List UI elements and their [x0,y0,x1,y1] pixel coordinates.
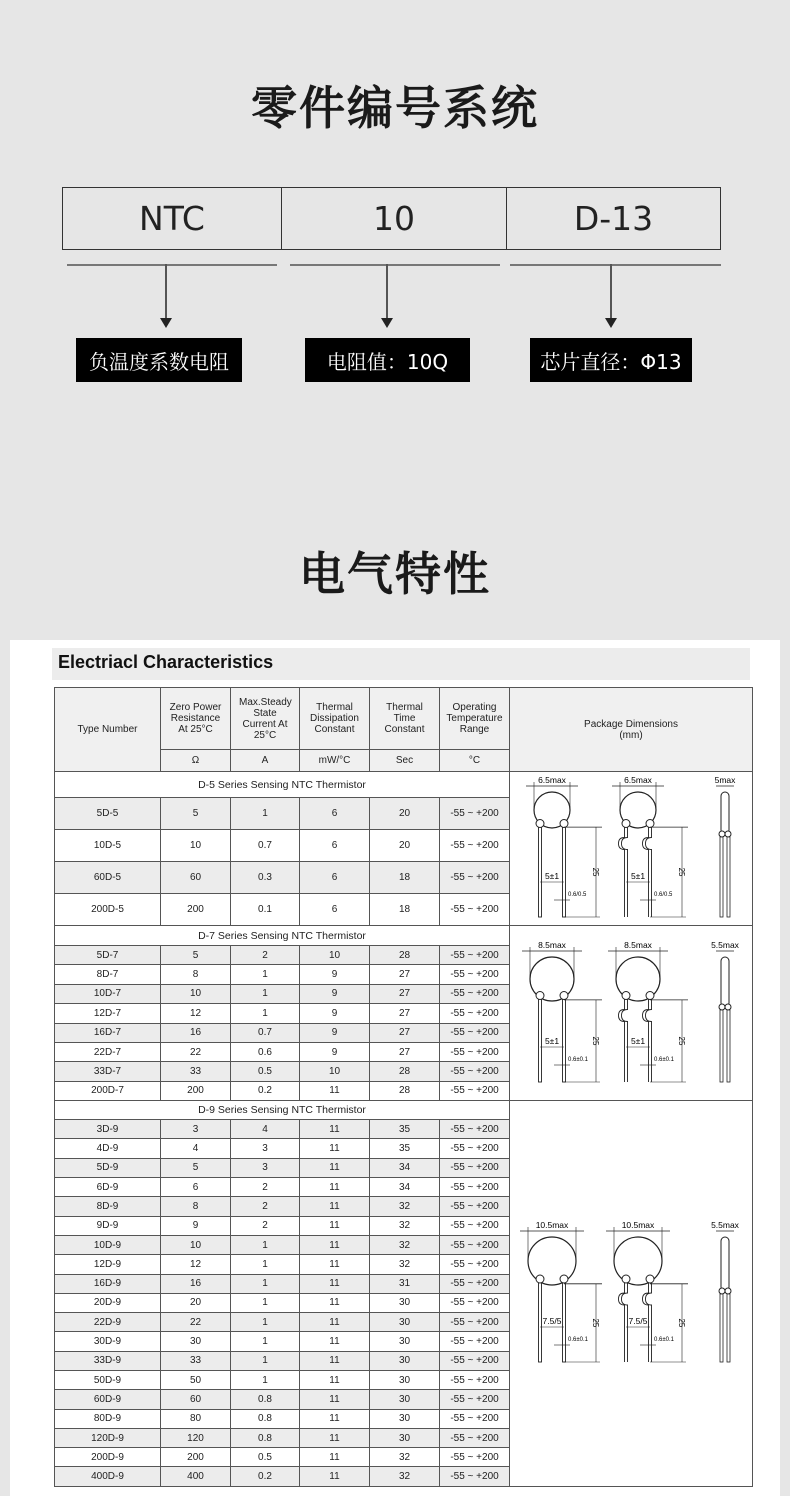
cell-dissipation: 11 [300,1178,370,1197]
cell-resistance: 200 [161,894,231,926]
thermistor-side-view [711,940,740,1082]
cell-resistance: 10 [161,830,231,862]
characteristics-table [54,687,753,1487]
package-dimension-diagram [510,772,752,922]
cell-type-number: 60D-9 [55,1390,161,1409]
cell-time-constant: 31 [370,1274,440,1293]
cell-temperature-range: -55 ~ +200 [440,798,510,830]
cell-type-number: 10D-5 [55,830,161,862]
cell-current: 3 [231,1158,300,1177]
cell-time-constant: 18 [370,862,440,894]
divider-line [290,264,500,266]
cell-type-number: 30D-9 [55,1332,161,1351]
cell-current: 1 [231,984,300,1003]
cell-resistance: 60 [161,1390,231,1409]
cell-resistance: 5 [161,1158,231,1177]
cell-dissipation: 11 [300,1139,370,1158]
lead-length-label: 25 [677,1318,686,1328]
lead-diameter-label: 0.6±0.1 [654,1336,674,1343]
pitch-label: 7.5/5 [628,1315,648,1326]
package-dimension-diagram [510,937,752,1087]
part-code-box [62,187,721,250]
lead-length-label: 25 [677,1036,686,1045]
cell-resistance: 33 [161,1062,231,1081]
cell-temperature-range: -55 ~ +200 [440,1409,510,1428]
cell-time-constant: 30 [370,1390,440,1409]
cell-current: 2 [231,946,300,965]
cell-current: 0.5 [231,1062,300,1081]
cell-resistance: 10 [161,1235,231,1254]
cell-type-number: 20D-9 [55,1293,161,1312]
cell-dissipation: 11 [300,1120,370,1139]
cell-dissipation: 11 [300,1216,370,1235]
thermistor-front-view [520,1220,602,1362]
cell-dissipation: 11 [300,1428,370,1447]
cell-current: 0.2 [231,1081,300,1100]
header-time-constant: Thermal Time Constant [370,688,440,750]
thermistor-front-view [606,1220,688,1362]
cell-resistance: 12 [161,1255,231,1274]
electrical-title: 电气特性 [299,547,491,601]
cell-dissipation: 11 [300,1351,370,1370]
meaning-resistance: 电阻值：10Q [305,338,470,382]
lead-length-label: 25 [591,867,600,877]
cell-current: 1 [231,1313,300,1332]
cell-type-number: 12D-7 [55,1004,161,1023]
cell-type-number: 10D-9 [55,1235,161,1254]
cell-time-constant: 20 [370,798,440,830]
header-temperature: Operating Temperature Range [440,688,510,750]
cell-dissipation: 6 [300,894,370,926]
cell-type-number: 5D-5 [55,798,161,830]
cell-dissipation: 9 [300,1023,370,1042]
cell-resistance: 6 [161,1178,231,1197]
cell-time-constant: 28 [370,1081,440,1100]
thermistor-front-view [608,940,688,1082]
cell-current: 2 [231,1197,300,1216]
cell-resistance: 10 [161,984,231,1003]
cell-resistance: 12 [161,1004,231,1023]
cell-time-constant: 18 [370,894,440,926]
thermistor-front-view [522,940,602,1082]
cell-temperature-range: -55 ~ +200 [440,1178,510,1197]
cell-time-constant: 32 [370,1467,440,1486]
thermistor-front-view [526,775,602,917]
cell-current: 0.7 [231,1023,300,1042]
cell-type-number: 6D-9 [55,1178,161,1197]
cell-time-constant: 30 [370,1370,440,1389]
cell-type-number: 10D-7 [55,984,161,1003]
cell-time-constant: 32 [370,1197,440,1216]
cell-temperature-range: -55 ~ +200 [440,1313,510,1332]
cell-temperature-range: -55 ~ +200 [440,1197,510,1216]
body-width-label: 8.5max [624,939,652,950]
cell-dissipation: 11 [300,1158,370,1177]
cell-current: 0.8 [231,1409,300,1428]
cell-resistance: 33 [161,1351,231,1370]
cell-temperature-range: -55 ~ +200 [440,1293,510,1312]
thermistor-front-view [612,775,688,917]
unit-ohm: Ω [161,750,231,772]
divider-line [510,264,721,266]
cell-current: 0.7 [231,830,300,862]
cell-time-constant: 34 [370,1178,440,1197]
cell-resistance: 200 [161,1081,231,1100]
cell-dissipation: 10 [300,1062,370,1081]
cell-current: 1 [231,1235,300,1254]
cell-current: 0.8 [231,1390,300,1409]
cell-type-number: 33D-7 [55,1062,161,1081]
cell-resistance: 80 [161,1409,231,1428]
cell-dissipation: 6 [300,830,370,862]
cell-current: 2 [231,1178,300,1197]
cell-resistance: 400 [161,1467,231,1486]
cell-dissipation: 6 [300,862,370,894]
cell-current: 1 [231,1351,300,1370]
cell-current: 1 [231,1370,300,1389]
cell-temperature-range: -55 ~ +200 [440,1216,510,1235]
cell-dissipation: 11 [300,1081,370,1100]
package-dimensions-cell [510,772,753,926]
cell-current: 4 [231,1120,300,1139]
cell-time-constant: 30 [370,1351,440,1370]
arrow-down-icon [165,264,167,319]
cell-current: 0.6 [231,1042,300,1061]
cell-current: 1 [231,1332,300,1351]
cell-type-number: 8D-9 [55,1197,161,1216]
cell-type-number: 80D-9 [55,1409,161,1428]
cell-dissipation: 9 [300,1004,370,1023]
body-width-label: 8.5max [538,939,566,950]
cell-temperature-range: -55 ~ +200 [440,1062,510,1081]
cell-temperature-range: -55 ~ +200 [440,1428,510,1447]
cell-type-number: 22D-7 [55,1042,161,1061]
cell-current: 1 [231,965,300,984]
cell-current: 1 [231,1255,300,1274]
cell-resistance: 8 [161,965,231,984]
cell-resistance: 16 [161,1023,231,1042]
meaning-ntc: 负温度系数电阻 [76,338,242,382]
cell-temperature-range: -55 ~ +200 [440,1081,510,1100]
cell-type-number: 200D-5 [55,894,161,926]
arrow-down-icon [610,264,612,319]
cell-dissipation: 11 [300,1409,370,1428]
cell-time-constant: 35 [370,1139,440,1158]
cell-dissipation: 11 [300,1197,370,1216]
lead-diameter-label: 0.6/0.5 [654,892,673,898]
lead-diameter-label: 0.6±0.1 [654,1056,674,1063]
cell-current: 3 [231,1139,300,1158]
cell-resistance: 50 [161,1370,231,1389]
cell-temperature-range: -55 ~ +200 [440,965,510,984]
side-width-label: 5.5max [711,1219,739,1230]
series-header: D-7 Series Sensing NTC Thermistor [55,926,510,946]
cell-current: 0.5 [231,1448,300,1467]
cell-time-constant: 27 [370,1042,440,1061]
cell-temperature-range: -55 ~ +200 [440,1351,510,1370]
cell-temperature-range: -55 ~ +200 [440,1004,510,1023]
unit-celsius: °C [440,750,510,772]
package-dimensions-cell [510,926,753,1101]
cell-time-constant: 27 [370,1004,440,1023]
header-type-number: Type Number [55,688,161,772]
cell-resistance: 200 [161,1448,231,1467]
cell-resistance: 16 [161,1274,231,1293]
cell-dissipation: 11 [300,1274,370,1293]
cell-type-number: 120D-9 [55,1428,161,1447]
header-resistance: Zero Power Resistance At 25°C [161,688,231,750]
cell-type-number: 5D-9 [55,1158,161,1177]
code-part-diameter: D-13 [573,199,654,238]
cell-dissipation: 9 [300,984,370,1003]
pitch-label: 5±1 [544,1035,560,1046]
cell-resistance: 3 [161,1120,231,1139]
unit-mw: mW/°C [300,750,370,772]
cell-type-number: 5D-7 [55,946,161,965]
side-width-label: 5.5max [711,939,739,950]
cell-temperature-range: -55 ~ +200 [440,1274,510,1293]
cell-current: 0.8 [231,1428,300,1447]
cell-type-number: 3D-9 [55,1120,161,1139]
cell-resistance: 60 [161,862,231,894]
cell-temperature-range: -55 ~ +200 [440,1120,510,1139]
part-number-title: 零件编号系统 [251,81,539,135]
cell-temperature-range: -55 ~ +200 [440,1255,510,1274]
cell-resistance: 5 [161,946,231,965]
cell-resistance: 9 [161,1216,231,1235]
cell-temperature-range: -55 ~ +200 [440,946,510,965]
header-dissipation: Thermal Dissipation Constant [300,688,370,750]
cell-temperature-range: -55 ~ +200 [440,1332,510,1351]
cell-current: 1 [231,1293,300,1312]
cell-type-number: 8D-7 [55,965,161,984]
cell-type-number: 60D-5 [55,862,161,894]
cell-type-number: 33D-9 [55,1351,161,1370]
package-dimensions-cell [510,1101,753,1487]
cell-time-constant: 30 [370,1428,440,1447]
cell-time-constant: 35 [370,1120,440,1139]
cell-time-constant: 20 [370,830,440,862]
cell-temperature-range: -55 ~ +200 [440,1448,510,1467]
cell-temperature-range: -55 ~ +200 [440,1023,510,1042]
cell-type-number: 4D-9 [55,1139,161,1158]
meaning-diameter: 芯片直径：Φ13 [530,338,692,382]
code-part-resistance: 10 [282,188,507,249]
cell-dissipation: 9 [300,1042,370,1061]
unit-sec: Sec [370,750,440,772]
cell-time-constant: 27 [370,965,440,984]
cell-time-constant: 28 [370,1062,440,1081]
cell-resistance: 20 [161,1293,231,1312]
cell-temperature-range: -55 ~ +200 [440,1370,510,1389]
cell-type-number: 16D-7 [55,1023,161,1042]
code-part-ntc: NTC [63,188,282,249]
cell-current: 0.1 [231,894,300,926]
cell-resistance: 22 [161,1313,231,1332]
lead-length-label: 25 [591,1036,600,1045]
cell-temperature-range: -55 ~ +200 [440,862,510,894]
cell-dissipation: 11 [300,1370,370,1389]
cell-dissipation: 11 [300,1293,370,1312]
cell-current: 1 [231,1004,300,1023]
pitch-label: 5±1 [630,1035,646,1046]
cell-time-constant: 30 [370,1313,440,1332]
cell-temperature-range: -55 ~ +200 [440,1042,510,1061]
cell-temperature-range: -55 ~ +200 [440,894,510,926]
cell-temperature-range: -55 ~ +200 [440,1235,510,1254]
series-header: D-5 Series Sensing NTC Thermistor [55,772,510,798]
cell-current: 2 [231,1216,300,1235]
cell-dissipation: 11 [300,1390,370,1409]
cell-dissipation: 11 [300,1255,370,1274]
cell-time-constant: 32 [370,1216,440,1235]
cell-dissipation: 11 [300,1313,370,1332]
cell-type-number: 22D-9 [55,1313,161,1332]
lead-diameter-label: 0.6±0.1 [568,1056,588,1063]
cell-current: 1 [231,1274,300,1293]
cell-resistance: 4 [161,1139,231,1158]
arrow-down-icon [386,264,388,319]
cell-resistance: 120 [161,1428,231,1447]
unit-amp: A [231,750,300,772]
cell-time-constant: 30 [370,1332,440,1351]
lead-diameter-label: 0.6/0.5 [568,892,587,898]
cell-time-constant: 34 [370,1158,440,1177]
header-package: Package Dimensions (mm) [510,688,753,772]
cell-type-number: 9D-9 [55,1216,161,1235]
cell-type-number: 50D-9 [55,1370,161,1389]
cell-time-constant: 27 [370,984,440,1003]
cell-dissipation: 9 [300,965,370,984]
cell-type-number: 12D-9 [55,1255,161,1274]
series-header: D-9 Series Sensing NTC Thermistor [55,1101,510,1120]
header-current: Max.Steady State Current At 25°C [231,688,300,750]
cell-dissipation: 11 [300,1448,370,1467]
pitch-label: 5±1 [630,871,646,881]
cell-resistance: 8 [161,1197,231,1216]
cell-current: 0.2 [231,1467,300,1486]
cell-temperature-range: -55 ~ +200 [440,830,510,862]
cell-type-number: 16D-9 [55,1274,161,1293]
cell-type-number: 200D-9 [55,1448,161,1467]
cell-dissipation: 10 [300,946,370,965]
body-width-label: 6.5max [624,775,652,785]
cell-resistance: 30 [161,1332,231,1351]
cell-temperature-range: -55 ~ +200 [440,984,510,1003]
cell-current: 1 [231,798,300,830]
divider-line [67,264,277,266]
cell-time-constant: 32 [370,1448,440,1467]
cell-current: 0.3 [231,862,300,894]
pitch-label: 5±1 [544,871,560,881]
cell-dissipation: 11 [300,1467,370,1486]
lead-length-label: 25 [591,1318,600,1328]
cell-resistance: 22 [161,1042,231,1061]
cell-dissipation: 11 [300,1235,370,1254]
lead-length-label: 25 [677,867,686,877]
package-dimension-diagram [510,1217,752,1367]
cell-type-number: 400D-9 [55,1467,161,1486]
body-width-label: 10.5max [535,1219,569,1230]
thermistor-side-view [715,775,737,917]
cell-time-constant: 32 [370,1235,440,1254]
cell-time-constant: 28 [370,946,440,965]
cell-temperature-range: -55 ~ +200 [440,1158,510,1177]
cell-temperature-range: -55 ~ +200 [440,1390,510,1409]
cell-temperature-range: -55 ~ +200 [440,1139,510,1158]
cell-time-constant: 32 [370,1255,440,1274]
cell-resistance: 5 [161,798,231,830]
cell-type-number: 200D-7 [55,1081,161,1100]
body-width-label: 10.5max [621,1219,655,1230]
cell-time-constant: 30 [370,1293,440,1312]
lead-diameter-label: 0.6±0.1 [568,1336,588,1343]
cell-time-constant: 30 [370,1409,440,1428]
cell-time-constant: 27 [370,1023,440,1042]
body-width-label: 6.5max [538,775,566,785]
cell-dissipation: 6 [300,798,370,830]
cell-temperature-range: -55 ~ +200 [440,1467,510,1486]
thermistor-side-view [711,1220,740,1362]
table-title: Electriacl Characteristics [52,648,750,680]
pitch-label: 7.5/5 [542,1315,562,1326]
side-width-label: 5max [714,775,736,785]
cell-dissipation: 11 [300,1332,370,1351]
